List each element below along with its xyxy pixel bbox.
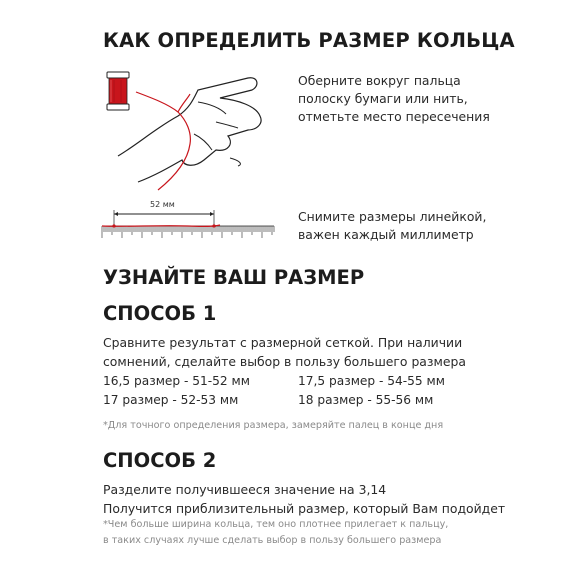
method-1-description (103, 333, 466, 371)
size-row: 17 размер - 52-53 мм (103, 393, 239, 407)
size-row: 18 размер - 55-56 мм (298, 393, 434, 407)
thread-spool-icon (100, 68, 140, 116)
size-row: 17,5 размер - 54-55 мм (298, 374, 445, 388)
step-2-line: важен каждый миллиметр (298, 227, 474, 242)
method-2-note (103, 517, 448, 549)
method-1-note: *Для точного определения размера, замеряйте палец в конце дня (103, 420, 444, 431)
step-wrap-instruction (298, 72, 490, 126)
section-subtitle: УЗНАЙТЕ ВАШ РАЗМЕР (103, 266, 365, 289)
page-title: КАК ОПРЕДЕЛИТЬ РАЗМЕР КОЛЬЦА (103, 29, 515, 52)
method-2-line: Разделите получившееся значение на 3,14 (103, 482, 387, 497)
size-row: 16,5 размер - 51-52 мм (103, 374, 250, 388)
method-1-heading: СПОСОБ 1 (103, 302, 217, 325)
step-1-line: полоску бумаги или нить, (298, 91, 468, 106)
step-1-line: отметьте место пересечения (298, 109, 490, 124)
step-1-line: Оберните вокруг пальца (298, 73, 461, 88)
method-1-line: Сравните результат с размерной сеткой. При наличии (103, 335, 463, 350)
method-2-note-line: *Чем больше ширина кольца, тем оно плотнее прилегает к пальцу, (103, 519, 449, 530)
step-2-line: Снимите размеры линейкой, (298, 209, 487, 224)
step-measure-instruction (298, 208, 486, 244)
method-2-line: Получится приблизительный размер, который Вам подойдет (103, 501, 506, 516)
ruler-label: 52 мм (150, 200, 175, 209)
ruler-icon (98, 196, 278, 244)
method-2-note-line: в таких случаях лучше сделать выбор в пользу большего размера (103, 535, 442, 546)
method-1-line: сомнений, сделайте выбор в пользу большего размера (103, 354, 466, 369)
method-2-heading: СПОСОБ 2 (103, 449, 217, 472)
method-2-description (103, 480, 505, 518)
